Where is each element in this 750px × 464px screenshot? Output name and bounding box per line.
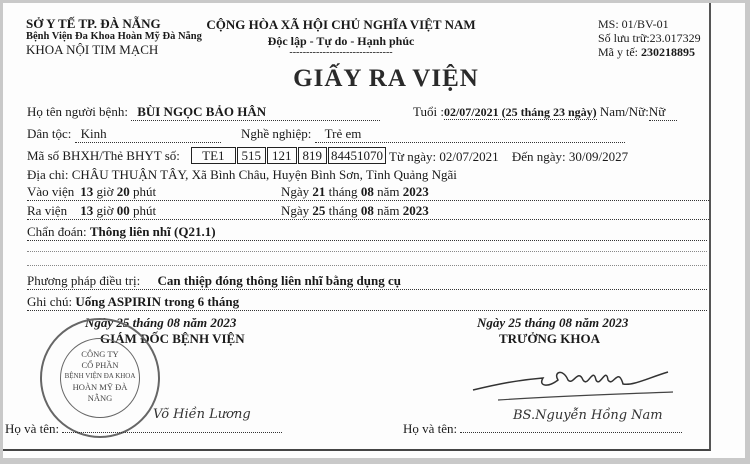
- left-name-label: Họ và tên:: [5, 421, 60, 436]
- admission-time-row: [27, 184, 317, 201]
- left-signature: Võ Hiền Lương: [153, 407, 251, 422]
- diagnosis-label: Chẩn đoán:: [27, 224, 87, 239]
- patient-name-row: [27, 104, 380, 121]
- right-name-label: Họ và tên:: [403, 421, 458, 436]
- discharge-time-row: [27, 203, 317, 220]
- gender-value: Nữ: [649, 104, 677, 121]
- insurance-box: 819: [298, 147, 328, 164]
- header-center: [206, 17, 476, 57]
- note-label: Ghi chú:: [27, 294, 73, 309]
- hospital-name: Bệnh Viện Đa Khoa Hoàn Mỹ Đà Nẵng: [26, 31, 202, 42]
- blank-line: [27, 251, 707, 252]
- left-sign-date: Ngày 25 tháng 08 năm 2023: [85, 315, 237, 330]
- admission-minute: 20: [116, 184, 130, 199]
- insurance-boxes: [191, 148, 387, 163]
- insurance-validity: [389, 149, 628, 165]
- admission-label: Vào viện: [27, 184, 75, 199]
- page-title: GIẤY RA VIỆN: [293, 65, 479, 92]
- age-label: Tuổi :: [413, 104, 444, 119]
- insurance-label: Mã số BHXH/Thẻ BHYT số:: [27, 148, 180, 163]
- insurance-row: [27, 147, 387, 164]
- country-name: CỘNG HÒA XÃ HỘI CHỦ NGHĨA VIỆT NAM: [206, 17, 476, 32]
- national-motto: Độc lập - Tự do - Hạnh phúc: [267, 34, 415, 48]
- right-sign-date: Ngày 25 tháng 08 năm 2023: [477, 315, 629, 330]
- patient-name: BÙI NGỌC BẢO HÂN: [131, 104, 380, 121]
- storage-number: Số lưu trữ:23.017329: [598, 31, 701, 45]
- minute-label: phút: [133, 184, 157, 199]
- discharge-minute: 00: [116, 203, 130, 218]
- medical-id: 230218895: [641, 45, 695, 59]
- address-value: CHÂU THUẬN TÂY, Xã Bình Châu, Huyện Bình Sơn, Tỉnh Quảng Ngãi: [71, 167, 457, 182]
- stamp-line: BỆNH VIỆN ĐA KHOA: [64, 372, 136, 380]
- left-name-field: [62, 432, 282, 433]
- stamp-line: CÔNG TY: [81, 349, 119, 359]
- address-row: [27, 167, 457, 183]
- age-value: 02/07/2021 (25 tháng 23 ngày): [443, 105, 597, 119]
- insurance-box: 84451070: [328, 147, 386, 164]
- note-value: Uống ASPIRIN trong 6 tháng: [75, 294, 240, 309]
- right-name-field: [460, 432, 682, 433]
- patient-name-label: Họ tên người bệnh:: [27, 104, 128, 119]
- valid-to-label: Đến ngày:: [511, 149, 566, 164]
- gender-label: Nam/Nữ:: [599, 104, 649, 119]
- right-sign-role: TRƯỞNG KHOA: [499, 331, 600, 346]
- blank-line: [27, 265, 707, 266]
- ethnicity-value: Kinh: [75, 126, 221, 143]
- insurance-box: TE1: [191, 147, 235, 164]
- occupation-row: [241, 126, 625, 143]
- header-right: [598, 17, 701, 59]
- stamp-text: [60, 338, 140, 418]
- month-label: tháng: [328, 203, 358, 218]
- right-signature: BS.Nguyễn Hồng Nam: [513, 408, 663, 423]
- diagnosis-value: Thông liên nhĩ (Q21.1): [89, 224, 216, 239]
- stamp-line: CỔ PHẦN: [81, 360, 119, 370]
- medical-id-row: [598, 45, 701, 59]
- medical-id-label: Mã y tế:: [598, 45, 638, 59]
- day-label: Ngày: [281, 203, 310, 218]
- age-gender-row: [413, 104, 677, 121]
- year-label: năm: [377, 184, 400, 199]
- year-label: năm: [377, 203, 400, 218]
- occupation-value: Trẻ em: [315, 126, 625, 143]
- valid-from-label: Từ ngày:: [389, 149, 437, 164]
- insurance-box: 121: [267, 147, 297, 164]
- insurance-box: 515: [237, 147, 267, 164]
- month-label: tháng: [328, 184, 358, 199]
- treatment-label: Phương pháp điều trị:: [27, 273, 141, 288]
- diagnosis-row: [27, 224, 707, 241]
- department-name: SỞ Y TẾ TP. ĐÀ NẴNG: [26, 16, 161, 31]
- hospital-stamp: [40, 318, 160, 438]
- valid-to: 30/09/2027: [568, 149, 629, 164]
- discharge-hour: 13: [80, 203, 94, 218]
- discharge-day: 25: [312, 203, 326, 218]
- ethnicity-row: [27, 126, 221, 143]
- admission-day: 21: [312, 184, 326, 199]
- discharge-month: 08: [360, 203, 374, 218]
- note-row: [27, 294, 707, 311]
- discharge-label: Ra viện: [27, 203, 68, 218]
- separator: -------------------------------: [289, 47, 393, 58]
- left-sign-role: GIÁM ĐỐC BỆNH VIỆN: [100, 331, 245, 346]
- form-code: MS: 01/BV-01: [598, 17, 669, 31]
- hour-label: giờ: [96, 203, 114, 218]
- day-label: Ngày: [281, 184, 310, 199]
- discharge-paper: [3, 3, 745, 458]
- discharge-year: 2023: [402, 203, 429, 218]
- treatment-value: Can thiệp đóng thông liên nhĩ bằng dụng cụ: [157, 273, 401, 288]
- ward-name: KHOA NỘI TIM MẠCH: [26, 42, 159, 57]
- right-name-row: [403, 421, 682, 437]
- valid-from: 02/07/2021: [439, 149, 499, 164]
- stamp-line: HOÀN MỸ ĐÀ NẴNG: [72, 382, 128, 403]
- minute-label: phút: [133, 203, 157, 218]
- admission-hour: 13: [80, 184, 94, 199]
- address-label: Địa chỉ:: [27, 167, 69, 182]
- header-left: [26, 17, 202, 56]
- left-name-row: [5, 421, 282, 437]
- occupation-label: Nghề nghiệp:: [241, 126, 312, 141]
- hour-label: giờ: [96, 184, 114, 199]
- discharge-date-row: [278, 203, 709, 220]
- ethnicity-label: Dân tộc:: [27, 126, 72, 141]
- signature-scribble-icon: [468, 358, 678, 408]
- admission-month: 08: [360, 184, 374, 199]
- treatment-row: [27, 273, 707, 290]
- admission-year: 2023: [402, 184, 429, 199]
- admission-date-row: [278, 184, 709, 201]
